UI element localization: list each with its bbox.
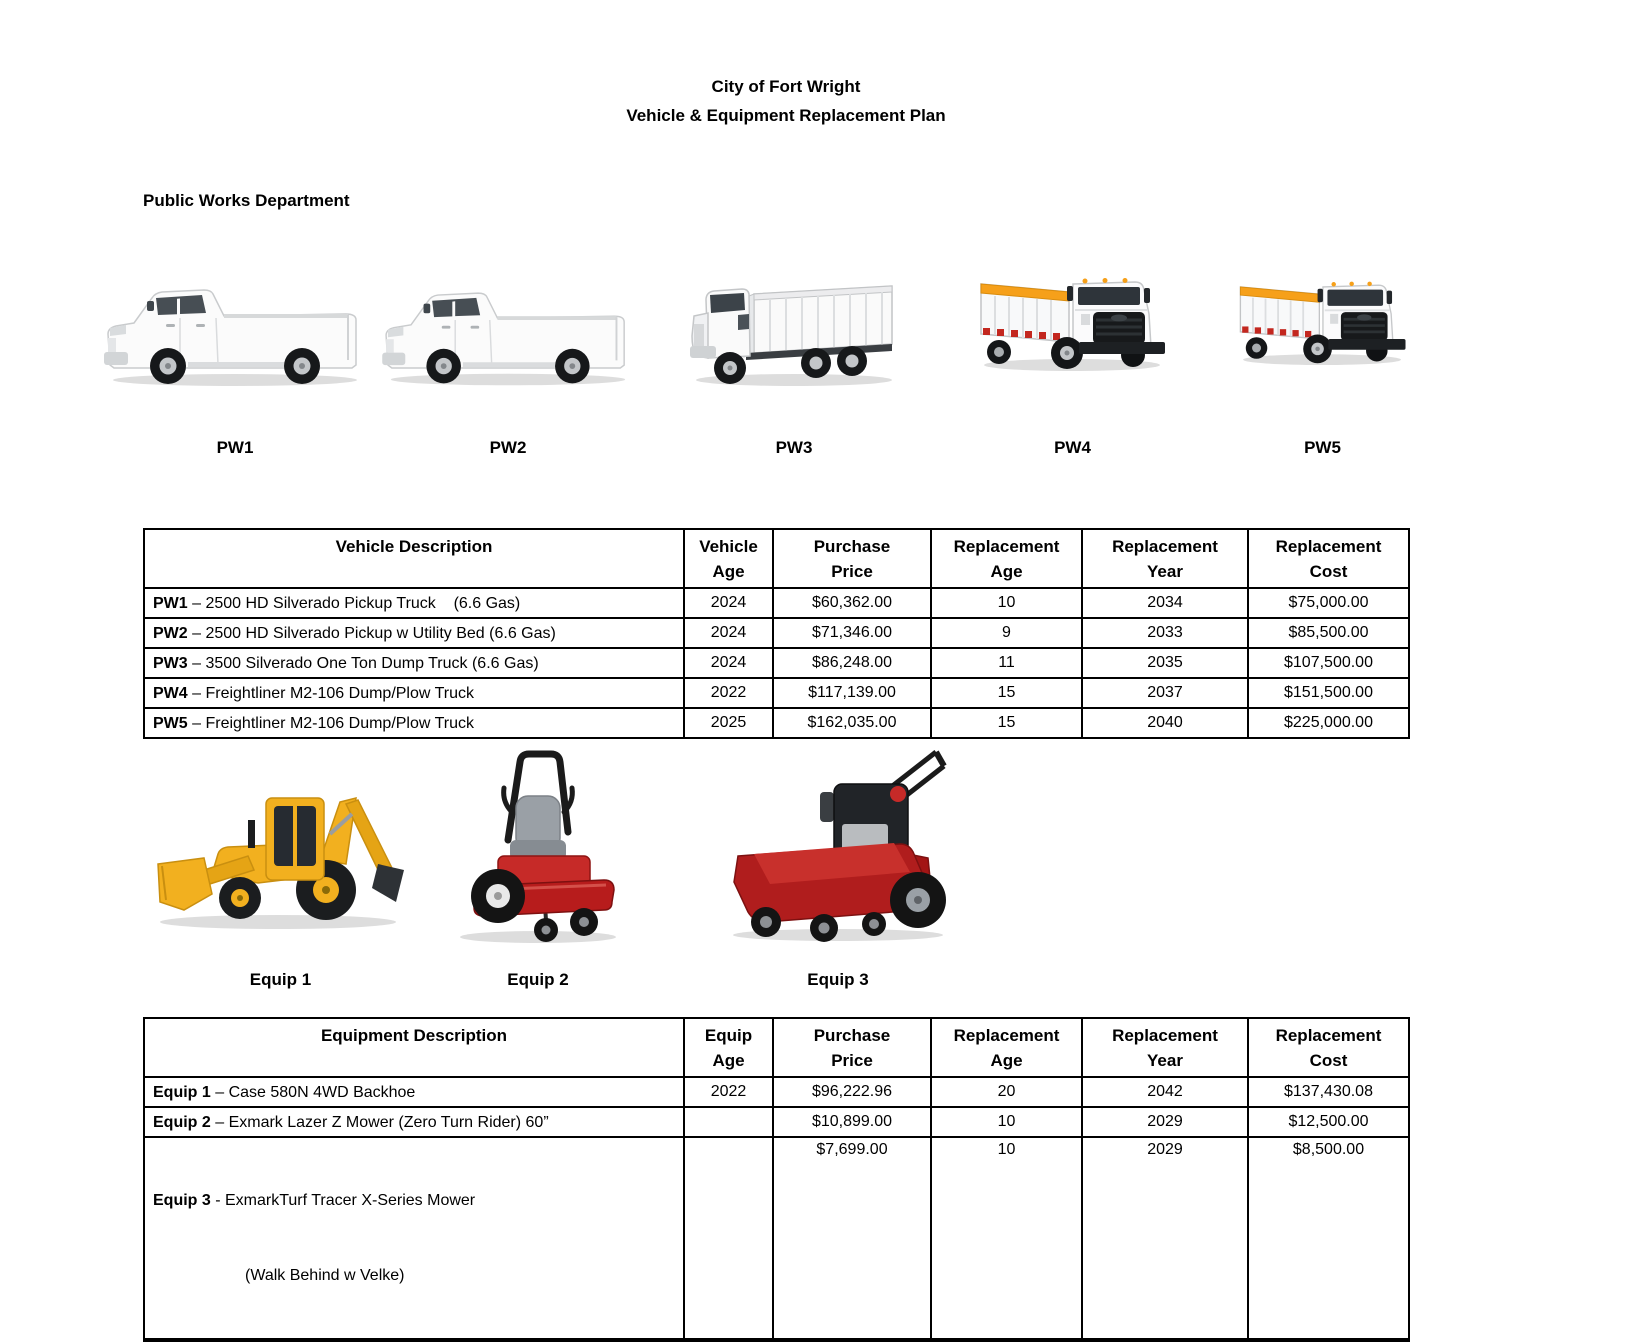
vehicle-image-pw4 (975, 252, 1170, 374)
cell-replacement-cost: $12,500.00 (1248, 1107, 1409, 1137)
cell-replacement-year: 2034 (1082, 588, 1248, 618)
vehicle-label-pw2: PW2 (489, 438, 527, 457)
cell-vehicle-age: 2024 (684, 618, 773, 648)
equipment-label-equip1: Equip 1 (249, 970, 312, 989)
cell-purchase-price: $117,139.00 (773, 678, 931, 708)
pickup-truck-icon (100, 268, 370, 393)
cell-description: PW5 – Freightliner M2-106 Dump/Plow Truck (144, 708, 684, 738)
cell-replacement-age: 20 (931, 1077, 1082, 1107)
vehicle-row-pw1 (144, 588, 1409, 618)
pickup-truck-icon (378, 272, 638, 392)
cell-replacement-cost: $85,500.00 (1248, 618, 1409, 648)
cell-purchase-price: $162,035.00 (773, 708, 931, 738)
vehicle-row-pw3 (144, 648, 1409, 678)
col-header-replacement-cost: Replacement Cost (1248, 1018, 1409, 1077)
cell-replacement-year: 2042 (1082, 1077, 1248, 1107)
equipment-image-equip2 (448, 740, 628, 948)
dump-plow-truck-icon (975, 252, 1170, 374)
cell-replacement-cost: $8,500.00 (1248, 1137, 1409, 1340)
col-header-vehicle-description: Vehicle Description (144, 529, 684, 588)
cell-replacement-cost: $75,000.00 (1248, 588, 1409, 618)
cell-equip-age (684, 1107, 773, 1137)
cell-description: PW4 – Freightliner M2-106 Dump/Plow Truck (144, 678, 684, 708)
vehicle-image-pw2 (378, 272, 638, 392)
equipment-table (143, 1017, 1410, 1342)
cell-replacement-year: 2035 (1082, 648, 1248, 678)
equipment-row-equip2 (144, 1107, 1409, 1137)
dump-truck-icon (688, 258, 900, 390)
vehicle-table (143, 528, 1410, 739)
cell-replacement-cost: $225,000.00 (1248, 708, 1409, 738)
cell-vehicle-age: 2022 (684, 678, 773, 708)
cell-equip-age (684, 1137, 773, 1340)
zero-turn-mower-icon (448, 740, 628, 948)
col-header-equipment-description: Equipment Description (144, 1018, 684, 1077)
cell-purchase-price: $10,899.00 (773, 1107, 931, 1137)
cell-replacement-year: 2040 (1082, 708, 1248, 738)
cell-description: PW3 – 3500 Silverado One Ton Dump Truck (6.6 Gas) (144, 648, 684, 678)
col-header-replacement-cost: Replacement Cost (1248, 529, 1409, 588)
vehicle-label-pw5: PW5 (1304, 438, 1341, 457)
col-header-replacement-year: Replacement Year (1082, 529, 1248, 588)
walk-behind-mower-icon (722, 732, 954, 946)
cell-vehicle-age: 2025 (684, 708, 773, 738)
vehicle-row-pw4 (144, 678, 1409, 708)
cell-replacement-age: 15 (931, 708, 1082, 738)
cell-purchase-price: $96,222.96 (773, 1077, 931, 1107)
vehicle-image-pw3 (688, 258, 900, 390)
cell-replacement-age: 9 (931, 618, 1082, 648)
cell-replacement-year: 2037 (1082, 678, 1248, 708)
vehicle-image-pw5 (1235, 258, 1410, 368)
section-heading: Public Works Department (143, 191, 350, 210)
cell-description: Equip 2 – Exmark Lazer Z Mower (Zero Turn Rider) 60” (144, 1107, 684, 1137)
equipment-row-equip1 (144, 1077, 1409, 1107)
col-header-vehicle-age: Vehicle Age (684, 529, 773, 588)
cell-replacement-age: 10 (931, 1137, 1082, 1340)
col-header-replacement-age: Replacement Age (931, 529, 1082, 588)
cell-description: PW2 – 2500 HD Silverado Pickup w Utility Bed (6.6 Gas) (144, 618, 684, 648)
cell-vehicle-age: 2024 (684, 588, 773, 618)
col-header-replacement-age: Replacement Age (931, 1018, 1082, 1077)
cell-purchase-price: $86,248.00 (773, 648, 931, 678)
cell-replacement-age: 15 (931, 678, 1082, 708)
equipment-image-equip3 (722, 732, 954, 946)
col-header-replacement-year: Replacement Year (1082, 1018, 1248, 1077)
cell-replacement-cost: $151,500.00 (1248, 678, 1409, 708)
col-header-equip-age: Equip Age (684, 1018, 773, 1077)
cell-replacement-age: 10 (931, 1107, 1082, 1137)
dump-plow-truck-icon (1235, 258, 1410, 368)
vehicle-label-pw3: PW3 (775, 438, 813, 457)
cell-purchase-price: $60,362.00 (773, 588, 931, 618)
cell-replacement-cost: $137,430.08 (1248, 1077, 1409, 1107)
cell-description: Equip 1 – Case 580N 4WD Backhoe (144, 1077, 684, 1107)
equipment-image-equip1 (148, 752, 413, 937)
cell-replacement-year: 2029 (1082, 1107, 1248, 1137)
cell-equip-age: 2022 (684, 1077, 773, 1107)
col-header-purchase-price: Purchase Price (773, 1018, 931, 1077)
cell-vehicle-age: 2024 (684, 648, 773, 678)
vehicle-table-header-row (144, 529, 1409, 588)
cell-description: Equip 3 - ExmarkTurf Tracer X-Series Mower (Walk Behind w Velke) (144, 1137, 684, 1340)
equipment-table-header-row (144, 1018, 1409, 1077)
col-header-purchase-price: Purchase Price (773, 529, 931, 588)
backhoe-loader-icon (148, 752, 413, 937)
cell-purchase-price: $71,346.00 (773, 618, 931, 648)
equipment-label-equip3: Equip 3 (807, 970, 869, 989)
page-title: City of Fort Wright (711, 77, 861, 96)
vehicle-row-pw2 (144, 618, 1409, 648)
equipment-label-equip2: Equip 2 (507, 970, 569, 989)
equipment-row-equip3 (144, 1137, 1409, 1340)
vehicle-label-pw4: PW4 (1054, 438, 1091, 457)
cell-replacement-year: 2029 (1082, 1137, 1248, 1340)
cell-replacement-age: 10 (931, 588, 1082, 618)
cell-replacement-year: 2033 (1082, 618, 1248, 648)
cell-replacement-cost: $107,500.00 (1248, 648, 1409, 678)
page-subtitle: Vehicle & Equipment Replacement Plan (626, 106, 946, 125)
vehicle-image-pw1 (100, 268, 370, 393)
cell-purchase-price: $7,699.00 (773, 1137, 931, 1340)
title-block (0, 72, 1572, 130)
vehicle-label-pw1: PW1 (216, 438, 254, 457)
cell-description: PW1 – 2500 HD Silverado Pickup Truck (6.6 Gas) (144, 588, 684, 618)
cell-replacement-age: 11 (931, 648, 1082, 678)
